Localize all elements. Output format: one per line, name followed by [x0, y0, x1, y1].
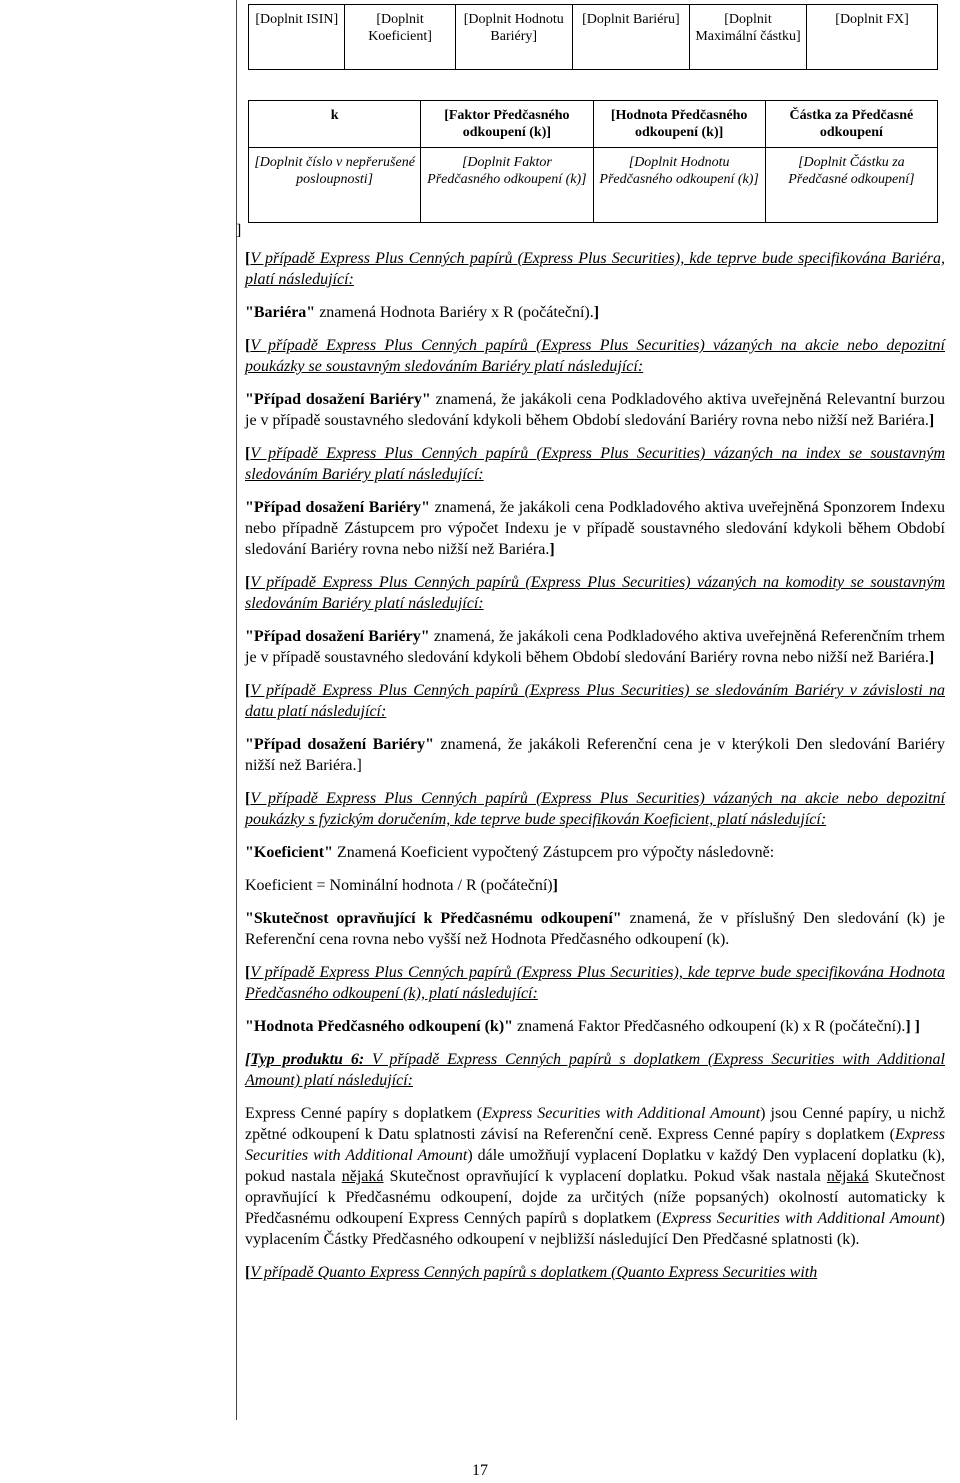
english-term: Express Securities with Additional Amount: [482, 1105, 761, 1122]
table-cell: [Doplnit FX]: [807, 5, 938, 70]
bracket: [: [245, 337, 251, 354]
early-redemption-table: [248, 100, 938, 223]
bracket: ]: [549, 541, 555, 558]
table-header-row: [249, 101, 938, 148]
product-data-table: [248, 4, 938, 70]
table-row: [249, 5, 938, 70]
paragraph: [245, 680, 945, 722]
defined-term: "Hodnota Předčasného odkoupení (k)": [245, 1018, 514, 1035]
paragraph: [245, 497, 945, 560]
paragraph: [245, 962, 945, 1004]
definition-text: znamená Hodnota Bariéry x R (počáteční).: [315, 304, 594, 321]
paragraph: [245, 734, 945, 776]
paragraph: [245, 443, 945, 485]
bracket: ] ]: [905, 1018, 920, 1035]
condition-text: V případě Express Plus Cenných papírů (Express Plus Securities) vázaných na akcie nebo depozitní poukázky se soustavným sledováním Bariéry platí následující:: [245, 337, 945, 375]
closing-bracket: ]: [236, 222, 242, 239]
bracket: [: [245, 250, 251, 267]
definition-text: znamená, že jakákoli cena Podkladového aktiva uveřejněná Sponzorem Indexu nebo případně Zástupcem pro výpočet Indexu je v případě soustavného sledování kdykoli během Období sledování Bariéry rovna nebo nižší než Bariéra.: [245, 499, 945, 558]
text: ) dále umožňují vyplacení Doplatku v každý Den vyplacení doplatku (k), pokud nastala: [245, 1147, 946, 1185]
bracket: [: [245, 1264, 251, 1281]
condition-text: V případě Express Plus Cenných papírů (Express Plus Securities), kde teprve bude specifikována Bariéra, platí následující:: [245, 250, 945, 288]
paragraph: [245, 1103, 945, 1250]
document-body: [245, 248, 945, 1295]
condition-text: V případě Express Plus Cenných papírů (Express Plus Securities) vázaných na komodity se soustavným sledováním Bariéry platí následující:: [245, 574, 945, 612]
page-number: 17: [472, 1462, 488, 1479]
text: Skutečnost opravňující k Předčasnému odkoupení, dojde za určitých (níže popsaných) okolností automaticky k Předčasnému odkoupení Express Cenných papírů s doplatkem (: [245, 1168, 946, 1227]
definition-text: znamená, že jakákoli cena Podkladového aktiva uveřejněná Relevantní burzou je v případě soustavného sledování kdykoli během Období sledování Bariéry rovna nebo nižší než Bariéra.: [245, 391, 945, 429]
paragraph: [245, 1016, 945, 1037]
condition-text: V případě Express Plus Cenných papírů (Express Plus Securities), kde teprve bude specifikována Hodnota Předčasného odkoupení (k), platí následující:: [245, 964, 945, 1002]
defined-term: "Případ dosažení Bariéry": [245, 736, 435, 753]
formula-text: Koeficient = Nominální hodnota / R (počáteční): [245, 877, 553, 894]
english-term: Express Securities with Additional Amount: [245, 1126, 945, 1164]
condition-text: V případě Express Plus Cenných papírů (Express Plus Securities) vázaných na akcie nebo depozitní poukázky s fyzickým doručením, kde teprve bude specifikován Koeficient, platí následující:: [245, 790, 945, 828]
bracket: [: [245, 574, 251, 591]
condition-text: V případě Express Plus Cenných papírů (Express Plus Securities) se sledováním Bariéry v závislosti na datu platí následující:: [245, 682, 945, 720]
paragraph: [245, 389, 945, 431]
table-header: [Faktor Předčasného odkoupení (k)]: [421, 101, 593, 148]
text: Express Cenné papíry s doplatkem (: [245, 1105, 483, 1122]
paragraph: [245, 248, 945, 290]
paragraph: [245, 1262, 945, 1283]
definition-text: znamená, že jakákoli Referenční cena je v kterýkoli Den sledování Bariéry nižší než Bariéra.]: [245, 736, 946, 774]
underlined-word: nějaká: [826, 1168, 869, 1185]
table-cell: [Doplnit ISIN]: [249, 5, 345, 70]
bracket: [: [245, 682, 251, 699]
bracket: [: [245, 445, 251, 462]
table-header: k: [249, 101, 421, 148]
paragraph: [245, 788, 945, 830]
paragraph: [245, 626, 945, 668]
bracket: ]: [928, 412, 935, 429]
condition-text: V případě Express Plus Cenných papírů (Express Plus Securities) vázaných na index se soustavným sledováním Bariéry platí následující:: [245, 445, 945, 483]
table-cell: [Doplnit Hodnotu Bariéry]: [455, 5, 572, 70]
definition-text: znamená, že jakákoli cena Podkladového aktiva uveřejněná Referenčním trhem je v případě soustavného sledování kdykoli během Období sledování Bariéry rovna nebo nižší než Bariéra.: [245, 628, 945, 666]
condition-text: V případě Express Cenných papírů s doplatkem (Express Securities with Additional Amount) platí následující:: [245, 1051, 946, 1089]
defined-term: "Bariéra": [245, 304, 316, 321]
paragraph: [245, 302, 945, 323]
table-cell: [Doplnit Částku za Předčasné odkoupení]: [765, 148, 937, 223]
paragraph: [245, 335, 945, 377]
bracket: ]: [928, 649, 935, 666]
table-cell: [Doplnit číslo v nepřerušené posloupnosti]: [249, 148, 421, 223]
paragraph: [245, 875, 945, 896]
table-cell: [Doplnit Faktor Předčasného odkoupení (k)]: [421, 148, 593, 223]
english-term: Express Securities with Additional Amount: [661, 1210, 940, 1227]
definition-text: znamená, že v příslušný Den sledování (k) je Referenční cena rovna nebo vyšší než Hodnota Předčasného odkoupení (k).: [245, 910, 945, 948]
paragraph: [245, 842, 945, 863]
paragraph: [245, 908, 945, 950]
table-cell: [Doplnit Koeficient]: [345, 5, 455, 70]
defined-term: "Případ dosažení Bariéry": [245, 391, 431, 408]
underlined-word: nějaká: [341, 1168, 384, 1185]
text: ) jsou Cenné papíry, u nichž zpětné odkoupení k Datu splatnosti závisí na Referenční ceně. Express Cenné papíry s doplatkem (: [245, 1105, 946, 1143]
text: ) vyplacením Částky Předčasného odkoupení v nejbližší následující Den Předčasné splatnosti (k).: [245, 1210, 945, 1248]
table-cell: [Doplnit Bariéru]: [572, 5, 689, 70]
bracket: ]: [593, 304, 600, 321]
table-header: [Hodnota Předčasného odkoupení (k)]: [593, 101, 765, 148]
paragraph: [245, 1049, 945, 1091]
definition-text: Znamená Koeficient vypočtený Zástupcem pro výpočty následovně:: [332, 844, 775, 861]
defined-term: "Případ dosažení Bariéry": [245, 499, 431, 516]
bracket: [: [245, 964, 251, 981]
table-cell: [Doplnit Hodnotu Předčasného odkoupení (k)]: [593, 148, 765, 223]
table-header: Částka za Předčasné odkoupení: [765, 101, 937, 148]
definition-text: znamená Faktor Předčasného odkoupení (k) x R (počáteční).: [513, 1018, 906, 1035]
bracket: [: [245, 790, 251, 807]
paragraph: [245, 572, 945, 614]
defined-term: "Případ dosažení Bariéry": [245, 628, 430, 645]
table-cell: [Doplnit Maximální částku]: [689, 5, 806, 70]
text: Skutečnost opravňující k vyplacení doplatku. Pokud však nastala: [383, 1168, 827, 1185]
condition-text: V případě Quanto Express Cenných papírů s doplatkem (Quanto Express Securities with: [250, 1264, 818, 1281]
margin-line: [236, 0, 237, 1420]
product-type-label: [Typ produktu 6:: [245, 1051, 365, 1068]
table-row: [249, 148, 938, 223]
bracket: ]: [552, 877, 558, 894]
defined-term: "Koeficient": [245, 844, 333, 861]
defined-term: "Skutečnost opravňující k Předčasnému odkoupení": [245, 910, 622, 927]
